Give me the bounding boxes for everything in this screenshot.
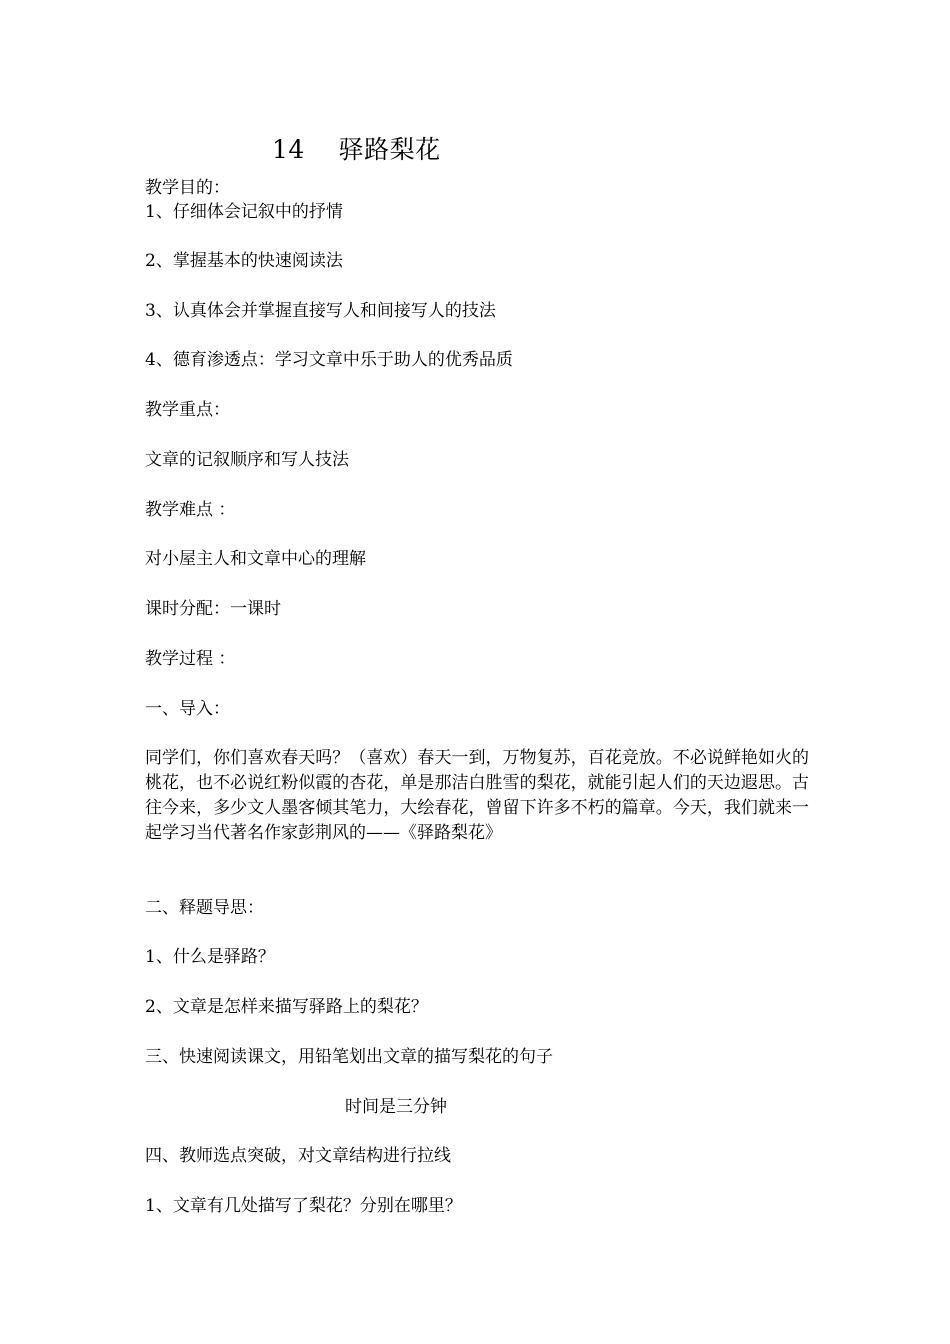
class-periods: 课时分配：一课时 — [145, 599, 281, 619]
goals-heading: 教学目的： — [145, 178, 230, 198]
goal-item-2: 2、掌握基本的快速阅读法 — [145, 251, 343, 271]
goal-item-1: 1、仔细体会记叙中的抒情 — [145, 202, 343, 222]
goal-item-3: 3、认真体会并掌握直接写人和间接写人的技法 — [145, 301, 496, 321]
difficulty-heading: 教学难点 ： — [145, 500, 236, 520]
section-3-heading: 三、快速阅读课文，用铅笔划出文章的描写梨花的句子 — [145, 1047, 553, 1067]
difficulty-text: 对小屋主人和文章中心的理解 — [145, 549, 366, 569]
time-note: 时间是三分钟 — [345, 1097, 447, 1117]
key-points-heading: 教学重点： — [145, 400, 230, 420]
section-4-question-1: 1、文章有几处描写了梨花？分别在哪里？ — [145, 1196, 462, 1216]
intro-heading: 一、导入： — [145, 699, 230, 719]
intro-paragraph: 同学们，你们喜欢春天吗？（喜欢）春天一到，万物复苏，百花竞放。不必说鲜艳如火的桃花，也不必说红粉似霞的杏花，单是那洁白胜雪的梨花，就能引起人们的天边遐思。古往今来，多少文人墨客倾其笔力，大绘春花，曾留下许多不朽的篇章。今天，我们就来一起学习当代著名作家彭荆风的——《驿路梨花》 — [145, 748, 809, 843]
lesson-title: 14 驿路梨花 — [272, 135, 441, 164]
section-2-question-1: 1、什么是驿路？ — [145, 947, 275, 967]
section-4-heading: 四、教师选点突破，对文章结构进行拉线 — [145, 1146, 451, 1166]
key-points-text: 文章的记叙顺序和写人技法 — [145, 450, 349, 470]
goal-item-4: 4、德育渗透点：学习文章中乐于助人的优秀品质 — [145, 350, 513, 370]
process-heading: 教学过程 ： — [145, 649, 236, 669]
section-2-question-2: 2、文章是怎样来描写驿路上的梨花？ — [145, 997, 428, 1017]
section-2-heading: 二、释题导思： — [145, 898, 264, 918]
